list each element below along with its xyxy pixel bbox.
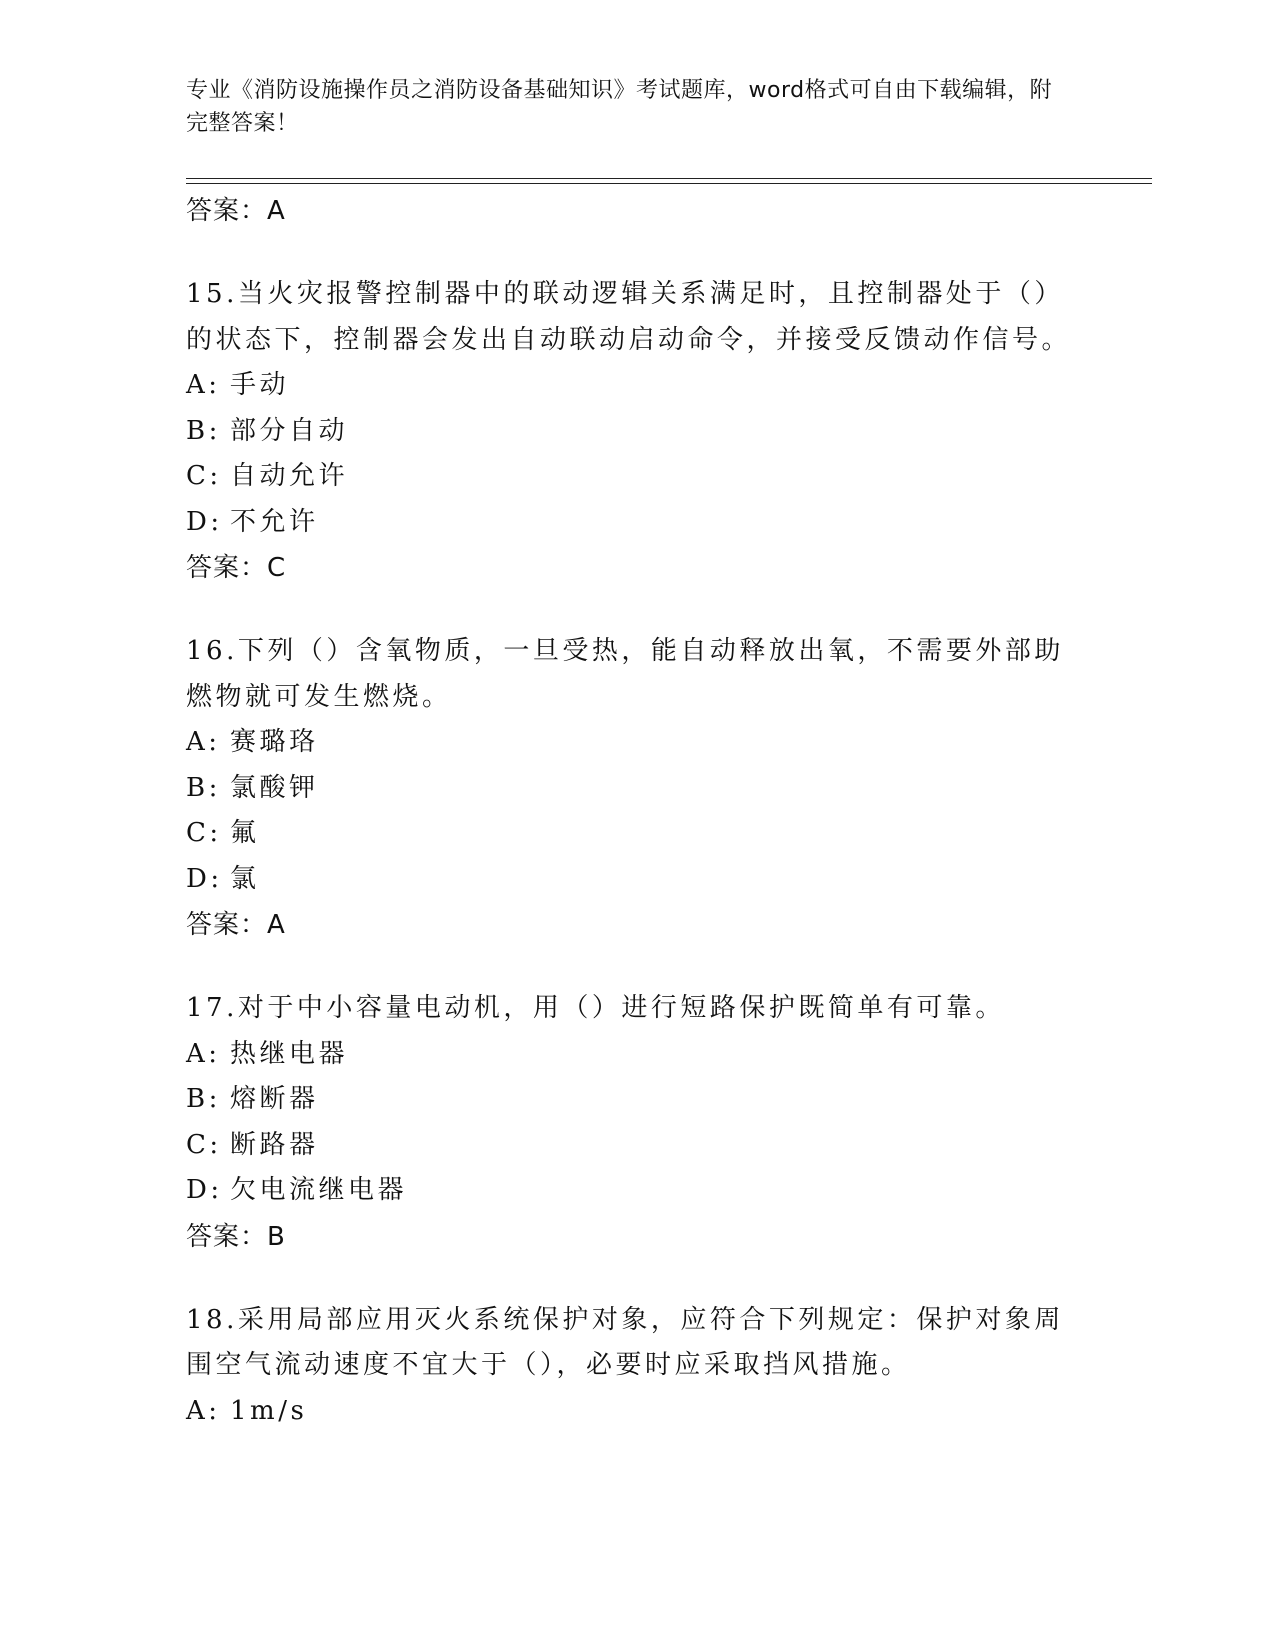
answer-line: 答案：A [186, 910, 286, 940]
option-letter: D: [186, 863, 223, 894]
question-item [186, 986, 1086, 1260]
option-letter: A: [186, 370, 221, 400]
option-text: 手动 [230, 370, 290, 400]
option-text: 断路器 [230, 1129, 319, 1160]
option-text: 氯酸钾 [230, 772, 319, 803]
question-text: 15.当火灾报警控制器中的联动逻辑关系满足时，且控制器处于（）的状态下，控制器会发出自动联动启动命令，并接受反馈动作信号。 [186, 279, 1072, 355]
page-header-intro: 专业《消防设施操作员之消防设备基础知识》考试题库，word格式可自由下载编辑，附完整答案！ [186, 78, 1053, 136]
question-text: 16.下列（）含氧物质，一旦受热，能自动释放出氧，不需要外部助燃物就可发生燃烧。 [186, 636, 1064, 712]
option-d [186, 1168, 1086, 1214]
option-b [186, 409, 1086, 455]
option-letter: C: [186, 461, 222, 491]
header-rule-bottom [186, 183, 1152, 184]
option-text: 氯 [230, 863, 260, 894]
option-text: 欠电流继电器 [230, 1175, 408, 1205]
option-text: 热继电器 [230, 1038, 349, 1069]
option-text: 自动允许 [230, 461, 349, 491]
option-d [186, 857, 1086, 903]
option-letter: D: [186, 1175, 223, 1205]
option-a [186, 720, 1086, 766]
question-item [186, 629, 1086, 948]
option-letter: B: [186, 415, 221, 446]
option-a [186, 363, 1086, 409]
answer-line: 答案：A [186, 196, 286, 226]
option-c [186, 454, 1086, 500]
option-letter: A: [186, 727, 221, 757]
option-text: 部分自动 [230, 415, 349, 446]
header-rule-top [186, 178, 1152, 179]
option-letter: B: [186, 1084, 221, 1114]
option-d [186, 500, 1086, 546]
answer-line: 答案：C [186, 553, 287, 583]
option-text: 氟 [230, 818, 260, 848]
answer-line: 答案：B [186, 1221, 286, 1252]
question-item [186, 272, 1086, 591]
option-b [186, 1077, 1086, 1123]
option-text: 1m/s [230, 1395, 308, 1426]
option-letter: A: [186, 1395, 221, 1426]
option-b [186, 766, 1086, 812]
question-text: 18.采用局部应用灭火系统保护对象，应符合下列规定：保护对象周围空气流动速度不宜大于（），必要时应采取挡风措施。 [186, 1304, 1064, 1380]
option-letter: C: [186, 818, 222, 848]
option-text: 不允许 [230, 506, 319, 537]
option-letter: C: [186, 1129, 222, 1160]
option-letter: B: [186, 772, 221, 803]
question-item [186, 1298, 1086, 1435]
option-letter: A: [186, 1038, 221, 1069]
option-c [186, 811, 1086, 857]
option-c [186, 1123, 1086, 1169]
option-a [186, 1389, 1086, 1435]
option-text: 熔断器 [230, 1084, 319, 1114]
question-list [186, 188, 1086, 1434]
question-text: 17.对于中小容量电动机，用（）进行短路保护既简单有可靠。 [186, 993, 1005, 1023]
option-text: 赛璐珞 [230, 727, 319, 757]
option-a [186, 1032, 1086, 1078]
option-letter: D: [186, 506, 223, 537]
